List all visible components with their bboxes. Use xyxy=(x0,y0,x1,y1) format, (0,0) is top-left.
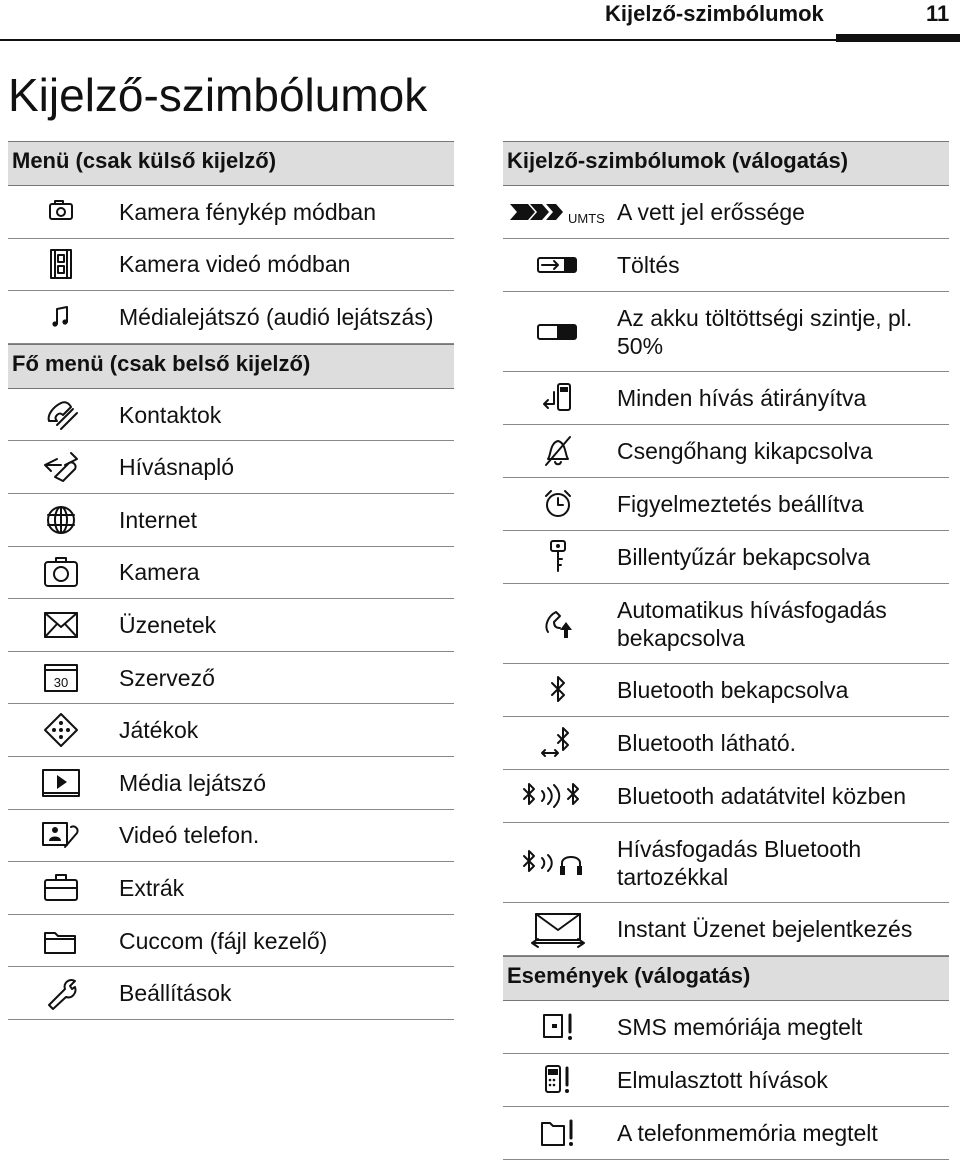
film-icon xyxy=(8,244,113,284)
list-item xyxy=(503,1054,949,1107)
missed-calls-icon xyxy=(503,1060,613,1100)
camera-icon xyxy=(8,552,113,592)
item-label: Töltés xyxy=(617,252,680,278)
item-label: Csengőhang kikapcsolva xyxy=(617,438,873,464)
item-label: Az akku töltöttségi szintje, pl. 50% xyxy=(617,304,913,359)
list-item xyxy=(503,823,949,903)
page-title: Kijelző-szimbólumok xyxy=(8,69,428,121)
item-label: Kamera fénykép módban xyxy=(119,198,376,225)
list-item xyxy=(503,584,949,664)
alarm-icon xyxy=(503,484,613,524)
item-label: Média lejátszó xyxy=(119,769,267,796)
list-item xyxy=(8,652,454,705)
list-item xyxy=(8,810,454,863)
play-icon xyxy=(8,763,113,803)
bluetooth-visible-icon xyxy=(503,723,613,763)
instant-message-icon xyxy=(503,909,613,949)
key-icon xyxy=(503,537,613,577)
item-label: Szervező xyxy=(119,664,215,691)
list-item xyxy=(8,862,454,915)
list-item xyxy=(8,441,454,494)
dice-icon xyxy=(8,710,113,750)
call-log-icon xyxy=(8,447,113,487)
item-label: Instant Üzenet bejelentkezés xyxy=(617,916,913,942)
list-item xyxy=(503,1001,949,1054)
bell-off-icon xyxy=(503,431,613,471)
list-item xyxy=(503,425,949,478)
left-column xyxy=(8,141,454,1020)
item-label: A vett jel erőssége xyxy=(617,199,805,225)
list-item xyxy=(8,547,454,600)
list-item xyxy=(503,531,949,584)
bluetooth-icon xyxy=(503,670,613,710)
list-item xyxy=(8,389,454,442)
list-item xyxy=(8,494,454,547)
item-label: Beállítások xyxy=(119,980,232,1007)
list-item xyxy=(503,239,949,292)
charging-icon xyxy=(503,245,613,285)
item-label: Hívásnapló xyxy=(119,454,235,481)
globe-icon xyxy=(8,500,113,540)
section-heading-outer-menu: Menü (csak külső kijelző) xyxy=(8,141,454,186)
list-item xyxy=(503,1107,949,1160)
list-item xyxy=(8,915,454,968)
list-item xyxy=(8,704,454,757)
section-heading-main-menu: Fő menü (csak belső kijelző) xyxy=(8,344,454,389)
list-item xyxy=(8,967,454,1020)
right-column xyxy=(503,141,949,1160)
signal-umts-icon xyxy=(503,192,613,232)
list-item xyxy=(503,770,949,823)
header-tab-marker xyxy=(836,34,960,42)
bluetooth-transfer-icon xyxy=(503,776,613,816)
svg-text:30: 30 xyxy=(53,674,68,690)
item-label: Játékok xyxy=(119,717,199,744)
memory-full-icon xyxy=(503,1113,613,1153)
call-divert-icon xyxy=(503,378,613,418)
header-section-title: Kijelző-szimbólumok xyxy=(605,1,824,26)
list-item xyxy=(503,186,949,239)
item-label: SMS memóriája megtelt xyxy=(617,1014,863,1040)
item-label: Bluetooth adatátvitel közben xyxy=(617,783,906,809)
list-item xyxy=(503,717,949,770)
auto-answer-icon xyxy=(503,604,613,644)
bluetooth-headset-icon xyxy=(503,843,613,883)
item-label: Cuccom (fájl kezelő) xyxy=(119,927,328,954)
list-item xyxy=(503,903,949,956)
item-label: Kamera videó módban xyxy=(119,251,351,278)
item-label: Elmulasztott hívások xyxy=(617,1067,828,1093)
item-label: Kamera xyxy=(119,559,200,586)
video-phone-icon xyxy=(8,815,113,855)
item-label: Médialejátszó (audió lejátszás) xyxy=(119,303,434,330)
svg-text:UMTS: UMTS xyxy=(568,211,605,226)
list-item xyxy=(8,186,454,239)
item-label: Üzenetek xyxy=(119,611,217,638)
list-item xyxy=(8,239,454,292)
camera-photo-icon xyxy=(8,192,113,232)
item-label: Hívásfogadás Bluetooth tartozékkal xyxy=(617,835,862,890)
item-label: Billentyűzár bekapcsolva xyxy=(617,544,871,570)
folder-icon xyxy=(8,921,113,961)
item-label: Kontaktok xyxy=(119,401,222,428)
contacts-icon xyxy=(8,395,113,435)
item-label: Figyelmeztetés beállítva xyxy=(617,491,864,517)
wrench-icon xyxy=(8,973,113,1013)
item-label: Videó telefon. xyxy=(119,822,260,849)
sms-full-icon xyxy=(503,1007,613,1047)
item-label: Bluetooth látható. xyxy=(617,730,797,756)
header-rule xyxy=(0,39,960,41)
list-item xyxy=(503,664,949,717)
list-item xyxy=(503,292,949,372)
list-item xyxy=(8,291,454,344)
list-item xyxy=(8,757,454,810)
section-heading-events: Események (válogatás) xyxy=(503,956,949,1001)
list-item xyxy=(8,599,454,652)
music-note-icon xyxy=(8,297,113,337)
list-item xyxy=(503,478,949,531)
battery-icon xyxy=(503,312,613,352)
page-number: 11 xyxy=(926,1,950,26)
envelope-icon xyxy=(8,605,113,645)
item-label: A telefonmemória megtelt xyxy=(617,1120,878,1146)
briefcase-icon xyxy=(8,868,113,908)
calendar-icon xyxy=(8,658,113,698)
item-label: Bluetooth bekapcsolva xyxy=(617,677,849,703)
list-item xyxy=(503,372,949,425)
section-heading-display-symbols: Kijelző-szimbólumok (válogatás) xyxy=(503,141,949,186)
item-label: Automatikus hívásfogadás bekapcsolva xyxy=(617,596,887,651)
item-label: Internet xyxy=(119,506,197,533)
item-label: Minden hívás átirányítva xyxy=(617,385,867,411)
item-label: Extrák xyxy=(119,874,185,901)
